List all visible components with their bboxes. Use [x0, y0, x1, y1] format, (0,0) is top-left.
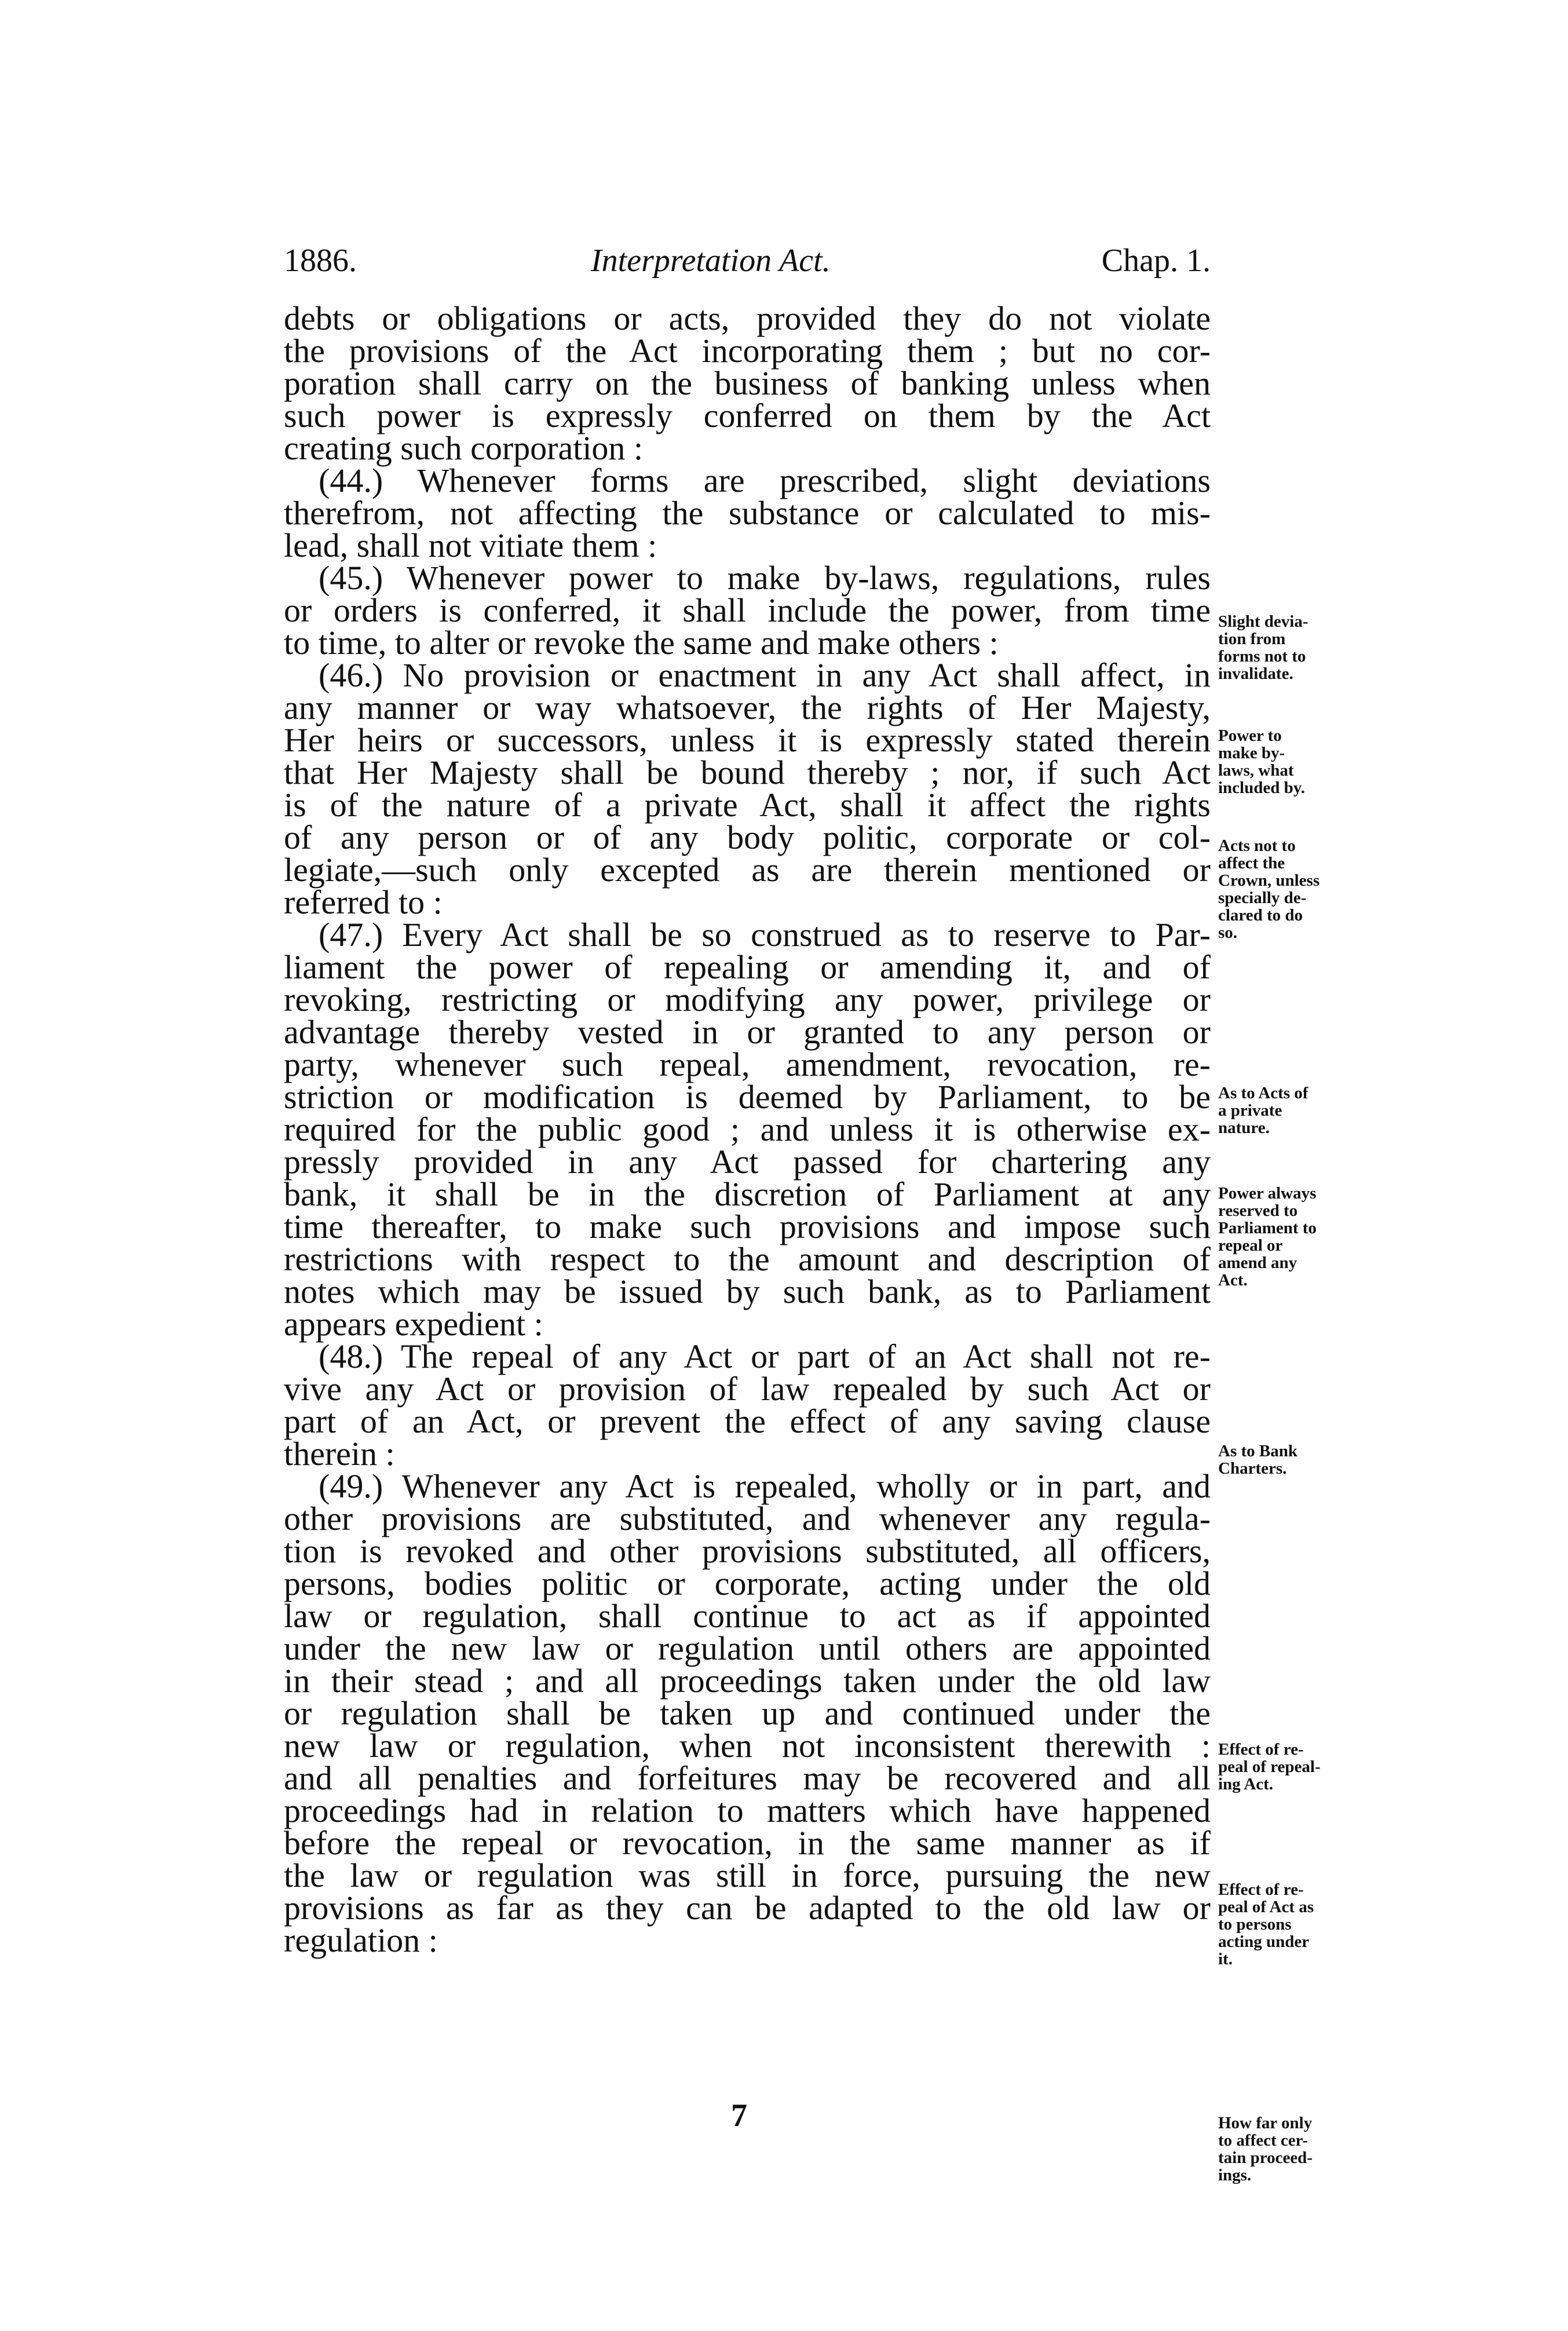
body-line: (48.) The repeal of any Act or part of an Act shall not re-	[319, 1338, 1211, 1375]
margin-note-line: tain proceed-	[1218, 2149, 1313, 2167]
body-line: (46.) No provision or enactment in any Act shall affect, in	[319, 656, 1211, 694]
margin-note-line: amend any	[1218, 1254, 1297, 1272]
body-line: any manner or way whatsoever, the rights of Her Majesty,	[284, 689, 1211, 726]
body-line: or regulation shall be taken up and continued under the	[284, 1694, 1211, 1732]
margin-note-line: As to Bank	[1218, 1442, 1297, 1460]
body-line: or orders is conferred, it shall include the power, from time	[284, 591, 1211, 629]
margin-note-bank-charters	[1218, 1442, 1409, 1477]
margin-note-line: How far only	[1218, 2114, 1313, 2132]
body-line: is of the nature of a private Act, shall it affect the rights	[284, 786, 1211, 824]
body-line: advantage thereby vested in or granted to any person or	[284, 1013, 1211, 1051]
body-line: the provisions of the Act incorporating them ; but no cor-	[284, 332, 1211, 370]
body-line: before the repeal or revocation, in the same manner as if	[284, 1824, 1211, 1862]
body-line: party, whenever such repeal, amendment, revocation, re-	[284, 1046, 1211, 1083]
body-line: of any person or of any body politic, corporate or col-	[284, 819, 1211, 856]
margin-note-line: tion from	[1218, 630, 1286, 648]
body-line: Her heirs or successors, unless it is expressly stated therein	[284, 721, 1211, 759]
margin-note-line: laws, what	[1218, 761, 1294, 780]
margin-note-line: affect the	[1218, 854, 1285, 872]
margin-note-line: Effect of re-	[1218, 1880, 1304, 1899]
body-line: under the new law or regulation until others are appointed	[284, 1629, 1211, 1667]
margin-note-line: As to Acts of	[1218, 1084, 1309, 1102]
header-title: Interpretation Act.	[591, 243, 831, 279]
margin-note-line: a private	[1218, 1101, 1282, 1120]
margin-note-line: ings.	[1218, 2166, 1252, 2184]
body-line: provisions as far as they can be adapted to the old law or	[284, 1889, 1211, 1927]
body-line: revoking, restricting or modifying any power, privilege or	[284, 981, 1211, 1018]
body-line: appears expedient :	[284, 1305, 543, 1343]
body-line: pressly provided in any Act passed for chartering any	[284, 1143, 1211, 1181]
margin-note-line: forms not to	[1218, 647, 1306, 666]
body-line: (49.) Whenever any Act is repealed, wholly or in part, and	[319, 1467, 1211, 1505]
body-line: creating such corporation :	[284, 429, 644, 467]
margin-note-proceedings	[1218, 2114, 1409, 2184]
body-line: restrictions with respect to the amount and description of	[284, 1240, 1211, 1278]
body-text	[284, 299, 1211, 1959]
margin-note-line: Charters.	[1218, 1459, 1287, 1478]
body-line: therein :	[284, 1435, 395, 1473]
body-line: persons, bodies politic or corporate, acting under the old	[284, 1565, 1211, 1602]
margin-note-line: Power always	[1218, 1184, 1317, 1203]
body-line: (45.) Whenever power to make by-laws, regulations, rules	[319, 559, 1211, 597]
body-line: (47.) Every Act shall be so construed as to reserve to Par-	[319, 916, 1211, 953]
margin-note-line: acting under	[1218, 1932, 1310, 1951]
body-line: required for the public good ; and unless it is otherwise ex-	[284, 1110, 1211, 1148]
margin-note-line: Act.	[1218, 1271, 1248, 1289]
body-line: and all penalties and forfeitures may be recovered and all	[284, 1759, 1211, 1797]
margin-note-line: included by.	[1218, 779, 1305, 797]
margin-note-line: Effect of re-	[1218, 1740, 1304, 1759]
body-line: bank, it shall be in the discretion of Parliament at any	[284, 1175, 1211, 1213]
body-line: time thereafter, to make such provisions and impose such	[284, 1208, 1211, 1245]
margin-note-effect-repeal	[1218, 1741, 1409, 1793]
body-line: referred to :	[284, 883, 443, 921]
running-header	[284, 242, 1211, 288]
margin-note-line: peal of repeal-	[1218, 1758, 1321, 1776]
margin-note-line: so.	[1218, 923, 1238, 942]
margin-note-acts-crown	[1218, 837, 1409, 941]
body-line: (44.) Whenever forms are prescribed, slight deviations	[319, 462, 1211, 499]
body-line: vive any Act or provision of law repealed by such Act or	[284, 1370, 1211, 1408]
body-line: notes which may be issued by such bank, as to Parliament	[284, 1273, 1211, 1310]
margin-note-power-reserved	[1218, 1185, 1409, 1289]
body-line: striction or modification is deemed by Parliament, to be	[284, 1078, 1211, 1116]
margin-note-line: to affect cer-	[1218, 2131, 1309, 2150]
margin-note-line: repeal or	[1218, 1236, 1283, 1255]
margin-note-line: peal of Act as	[1218, 1898, 1314, 1916]
body-line: lead, shall not vitiate them :	[284, 527, 657, 564]
margin-note-effect-repeal-persons	[1218, 1881, 1409, 1968]
body-line: proceedings had in relation to matters which have happened	[284, 1792, 1211, 1829]
page-number: 7	[731, 2098, 747, 2133]
body-line: liament the power of repealing or amending it, and of	[284, 948, 1211, 986]
margin-note-line: nature.	[1218, 1119, 1270, 1137]
margin-note-power-bylaws	[1218, 727, 1409, 797]
margin-note-line: specially de-	[1218, 889, 1307, 907]
margin-note-line: invalidate.	[1218, 664, 1293, 683]
body-line: such power is expressly conferred on them by the Act	[284, 397, 1211, 434]
body-line: in their stead ; and all proceedings taken under the old law	[284, 1662, 1211, 1700]
margin-note-line: Crown, unless	[1218, 871, 1320, 890]
margin-note-line: make by-	[1218, 744, 1285, 762]
body-line: part of an Act, or prevent the effect of any saving clause	[284, 1402, 1211, 1440]
body-line: law or regulation, shall continue to act as if appointed	[284, 1597, 1211, 1635]
margin-note-line: Acts not to	[1218, 836, 1296, 855]
margin-note-line: ing Act.	[1218, 1775, 1274, 1793]
margin-note-line: reserved to	[1218, 1201, 1298, 1220]
body-line: the law or regulation was still in force, pursuing the new	[284, 1857, 1211, 1894]
body-line: regulation :	[284, 1921, 438, 1959]
body-line: legiate,—such only excepted as are therein mentioned or	[284, 851, 1211, 889]
margin-note-line: Power to	[1218, 726, 1282, 745]
margin-note-line: Parliament to	[1218, 1219, 1317, 1237]
body-line: debts or obligations or acts, provided they do not violate	[284, 299, 1211, 337]
body-line: other provisions are substituted, and whenever any regula-	[284, 1500, 1211, 1537]
body-line: that Her Majesty shall be bound thereby ; nor, if such Act	[284, 754, 1211, 791]
margin-note-line: clared to do	[1218, 906, 1303, 925]
body-line: poration shall carry on the business of banking unless when	[284, 364, 1211, 402]
margin-note-private-acts	[1218, 1084, 1409, 1137]
body-line: to time, to alter or revoke the same and make others :	[284, 624, 999, 662]
body-line: new law or regulation, when not inconsistent therewith :	[284, 1727, 1211, 1764]
margin-note-line: Slight devia-	[1218, 612, 1309, 631]
body-line: tion is revoked and other provisions substituted, all officers,	[284, 1532, 1211, 1570]
body-line: therefrom, not affecting the substance or calculated to mis-	[284, 494, 1211, 532]
margin-note-line: to persons	[1218, 1915, 1292, 1934]
header-year: 1886.	[284, 243, 357, 279]
margin-note-line: it.	[1218, 1950, 1233, 1968]
margin-note-slight-deviation	[1218, 613, 1409, 682]
header-chapter: Chap. 1.	[1101, 243, 1211, 279]
